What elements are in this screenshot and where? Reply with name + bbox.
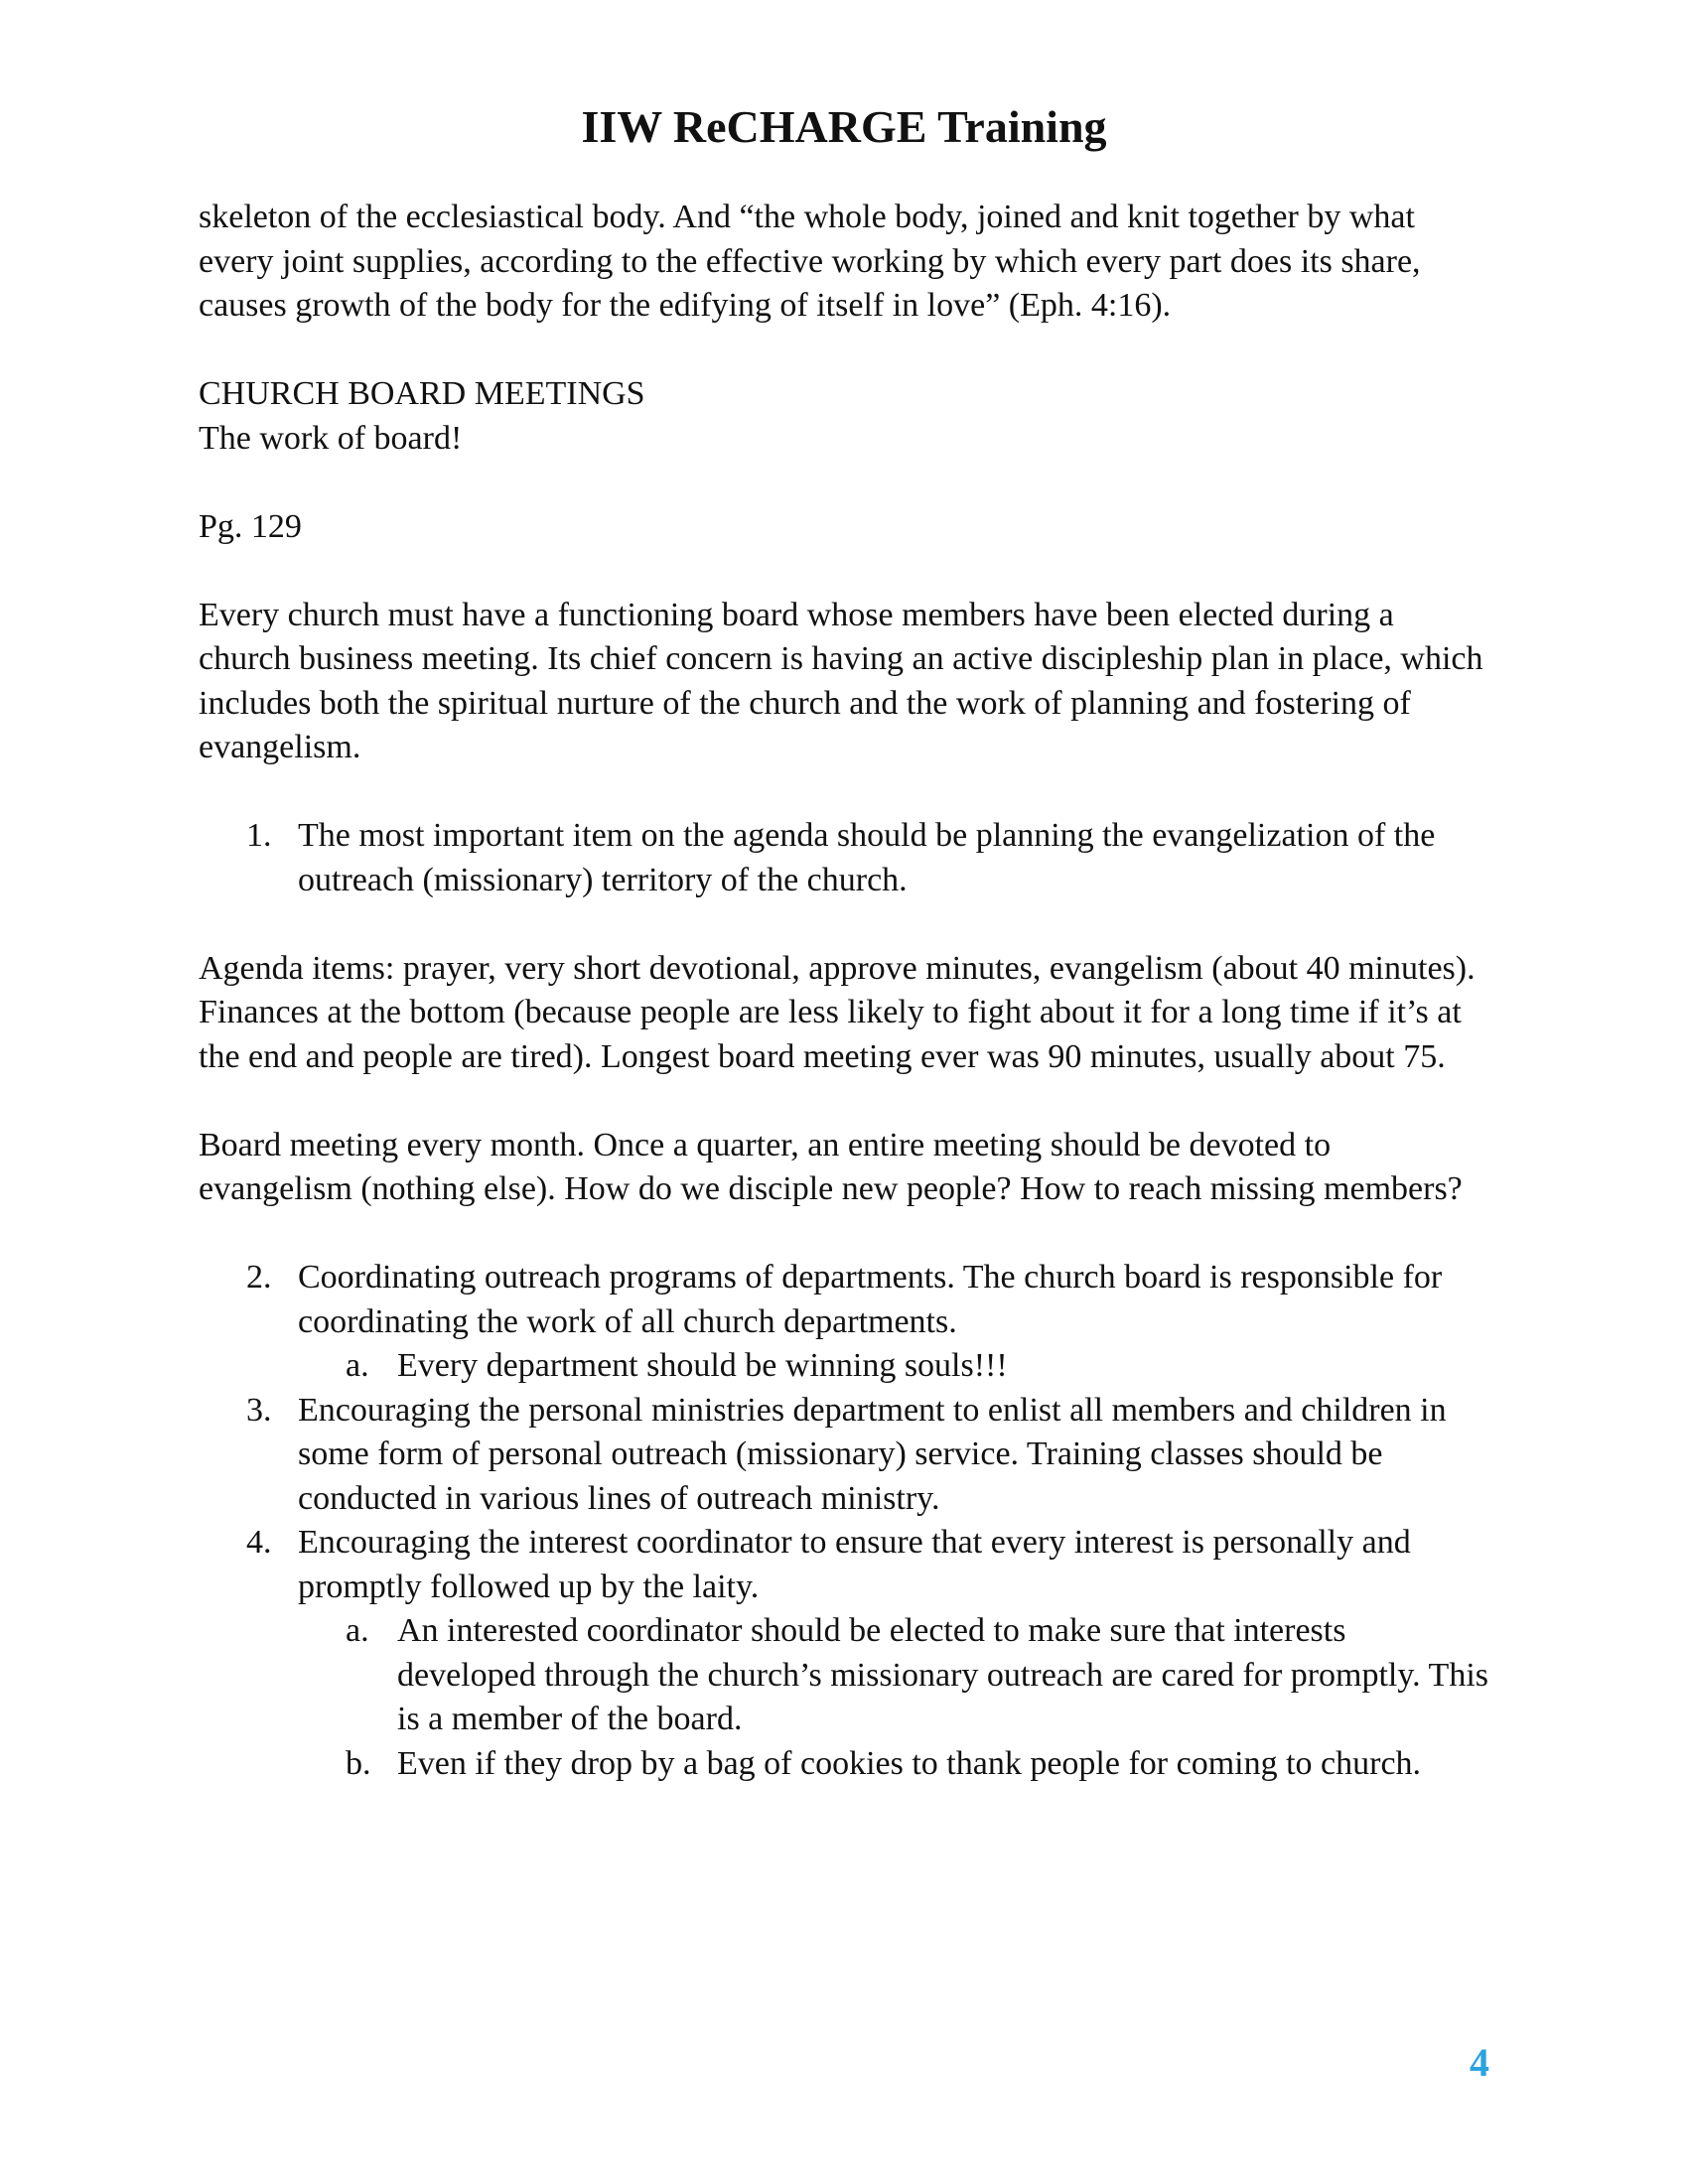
section-heading: CHURCH BOARD MEETINGS xyxy=(199,375,645,412)
list-item-text: Coordinating outreach programs of departments. The church board is responsible for coordinating the work of all church departments. xyxy=(298,1259,1443,1340)
section-subheading: The work of board! xyxy=(199,419,463,457)
list-item-2 xyxy=(199,1256,1489,1344)
list-item-4 xyxy=(199,1521,1489,1609)
list-item-1 xyxy=(199,814,1489,902)
list-item-text: Encouraging the interest coordinator to ensure that every interest is personally and promptly followed up by the laity. xyxy=(298,1524,1411,1605)
list-item-4a xyxy=(199,1609,1489,1742)
list-marker: 3. xyxy=(246,1391,272,1429)
list-item-2a xyxy=(199,1344,1489,1389)
list-item-3 xyxy=(199,1389,1489,1522)
list-item-text: Every department should be winning souls!!! xyxy=(397,1347,1008,1384)
list-marker: 4. xyxy=(246,1524,272,1561)
list-item-text: Encouraging the personal ministries department to enlist all members and children in some form of personal outreach (missionary) service. Training classes should be conducted in various lines of outreach ministry. xyxy=(298,1391,1447,1517)
list-marker: 1. xyxy=(246,817,272,854)
list-item-4b xyxy=(199,1742,1489,1787)
list-item-text: An interested coordinator should be elected to make sure that interests developed through the church’s missionary outreach are cared for promptly. This is a member of the board. xyxy=(397,1612,1488,1737)
board-paragraph: Every church must have a functioning board whose members have been elected during a church business meeting. Its chief concern is having an active discipleship plan in place, which includes both the spiritual nurture of the church and the work of planning and fostering of evangelism. xyxy=(199,596,1483,765)
list-item-text: The most important item on the agenda should be planning the evangelization of the outreach (missionary) territory of the church. xyxy=(298,817,1436,898)
intro-paragraph: skeleton of the ecclesiastical body. And “the whole body, joined and knit together by what every joint supplies, according to the effective working by which every part does its share, causes growth of the body for the edifying of itself in love” (Eph. 4:16). xyxy=(199,199,1421,324)
document-body xyxy=(199,196,1489,1786)
page-reference: Pg. 129 xyxy=(199,507,302,545)
list-marker: a. xyxy=(346,1612,369,1649)
page-title: IIW ReCHARGE Training xyxy=(581,101,1107,152)
list-marker: 2. xyxy=(246,1259,272,1296)
list-item-text: Even if they drop by a bag of cookies to thank people for coming to church. xyxy=(397,1744,1422,1782)
agenda-paragraph: Agenda items: prayer, very short devotional, approve minutes, evangelism (about 40 minutes). Finances at the bottom (because people are less likely to fight about it for a long time if it’s at the end and people are tired). Longest board meeting ever was 90 minutes, usually about 75. xyxy=(199,949,1476,1075)
list-marker: a. xyxy=(346,1347,369,1384)
meeting-paragraph: Board meeting every month. Once a quarter, an entire meeting should be devoted to evangelism (nothing else). How do we disciple new people? How to reach missing members? xyxy=(199,1126,1463,1207)
list-marker: b. xyxy=(346,1744,371,1782)
page-number: 4 xyxy=(1470,2040,1489,2085)
